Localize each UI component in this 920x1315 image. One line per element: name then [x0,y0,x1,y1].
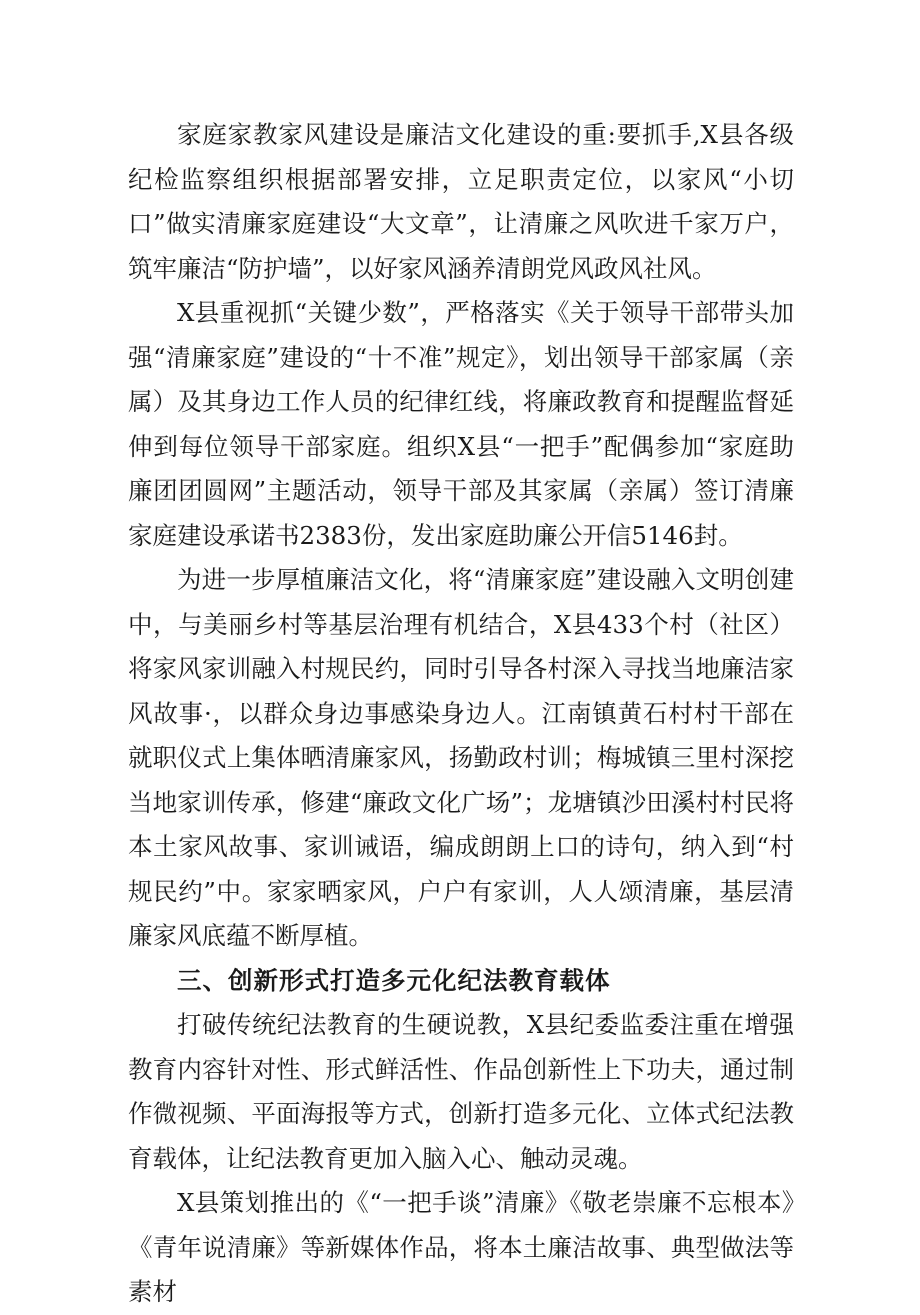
paragraph-key-minority: X县重视抓“关键少数”，严格落实《关于领导干部带头加强“清廉家庭”建设的“十不准”规定》，划出领导干部家属（亲属）及其身边工作人员的纪律红线，将廉政教育和提醒监督延伸到每位领导干部家庭。组织X县“一把手”配偶参加“家庭助廉团团圆网”主题活动，领导干部及其家属（亲属）签订清廉家庭建设承诺书2383份，发出家庭助廉公开信5146封。 [128,298,794,550]
paragraph-family-tradition-intro: 家庭家教家风建设是廉洁文化建设的重:要抓手,X县各级纪检监察组织根据部署安排，立足职责定位，以家风“小切口”做实清廉家庭建设“大文章”，让清廉之风吹进千家万户，筑牢廉洁“防护墙”，以好家风涵养清朗党风政风社风。 [128,120,794,283]
paragraph-clean-culture-villages: 为进一步厚植廉洁文化，将“清廉家庭”建设融入文明创建中，与美丽乡村等基层治理有机结合，X县433个村（社区）将家风家训融入村规民约，同时引导各村深入寻找当地廉洁家风故事·，以群众身边事感染身边人。江南镇黄石村村干部在就职仪式上集体晒清廉家风，扬勤政村训；梅城镇三里村深挖当地家训传承，修建“廉政文化广场”；龙塘镇沙田溪村村民将本土家风故事、家训诫语，编成朗朗上口的诗句，纳入到“村规民约”中。家家晒家风，户户有家训，人人颂清廉，基层清廉家风底蕴不断厚植。 [128,565,794,950]
section-heading: 三、创新形式打造多元化纪法教育载体 [177,965,611,995]
paragraph-new-media-works: X县策划推出的《“一把手谈”清廉》《敬老崇廉不忘根本》《青年说清廉》等新媒体作品，将本土廉洁故事、典型做法等素材 [128,1188,794,1306]
document-body [128,113,794,1315]
paragraph-education-carriers: 打破传统纪法教育的生硬说教，X县纪委监委注重在增强教育内容针对性、形式鲜活性、作品创新性上下功夫，通过制作微视频、平面海报等方式，创新打造多元化、立体式纪法教育载体，让纪法教育更加入脑入心、触动灵魂。 [128,1010,794,1173]
